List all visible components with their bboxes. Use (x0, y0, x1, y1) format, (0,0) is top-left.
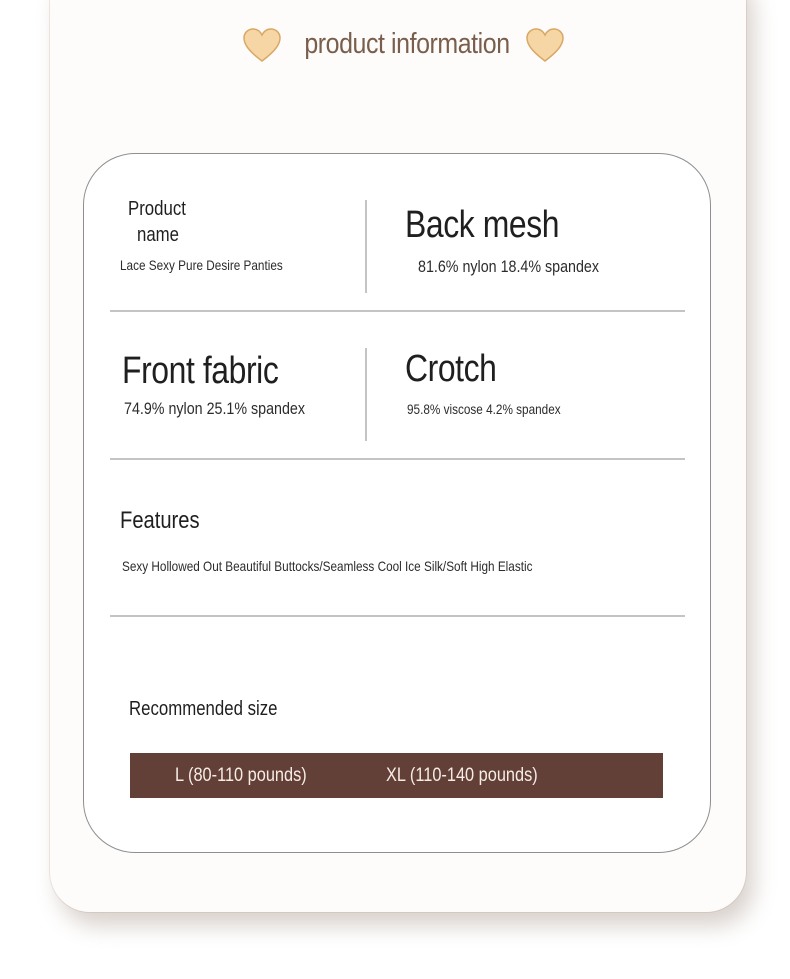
back-mesh-value: 81.6% nylon 18.4% spandex (418, 257, 600, 276)
front-fabric-value: 74.9% nylon 25.1% spandex (124, 399, 306, 418)
size-bar (130, 753, 663, 798)
row-divider (110, 615, 685, 617)
heart-icon (525, 28, 565, 64)
section-header (0, 22, 790, 82)
column-divider (365, 348, 367, 441)
product-name-label-line1: Product (128, 198, 186, 220)
features-label: Features (120, 507, 200, 534)
product-name-value: Lace Sexy Pure Desire Panties (120, 257, 283, 273)
features-value: Sexy Hollowed Out Beautiful Buttocks/Seamless Cool Ice Silk/Soft High Elastic (122, 558, 533, 574)
heart-icon (242, 28, 282, 64)
product-name-label-line2: name (137, 224, 180, 246)
back-mesh-label: Back mesh (405, 204, 560, 246)
row-divider (110, 458, 685, 460)
row-divider (110, 310, 685, 312)
column-divider (365, 200, 367, 293)
crotch-label: Crotch (405, 348, 497, 390)
size-option-l: L (80-110 pounds) (175, 765, 307, 786)
page-title: product information (304, 28, 510, 60)
size-option-xl: XL (110-140 pounds) (386, 765, 538, 786)
crotch-value: 95.8% viscose 4.2% spandex (407, 401, 561, 417)
front-fabric-label: Front fabric (122, 350, 279, 392)
recommended-size-label: Recommended size (129, 698, 278, 720)
